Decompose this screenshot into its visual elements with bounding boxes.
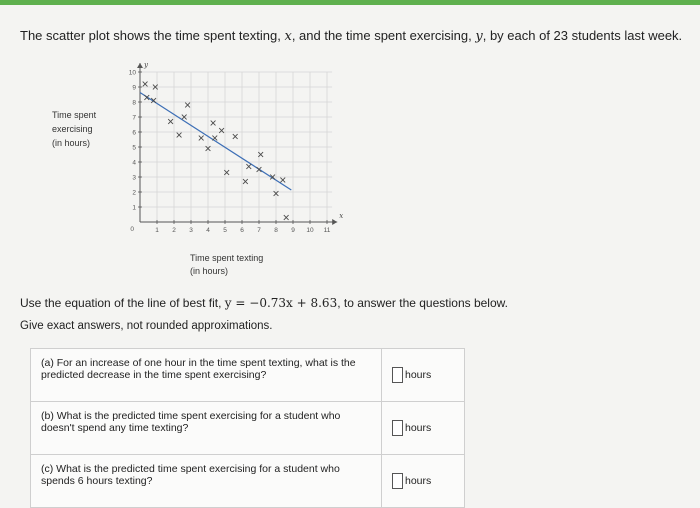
best-fit-equation: y = −0.73x + 8.63 [224,296,338,310]
x-tick-label: 5 [223,227,227,234]
y-tick-label: 8 [132,99,136,107]
x-tick-label: 3 [189,227,193,234]
y-tick-label: 9 [132,84,136,92]
prompt-part-2: , and the time spent exercising, [291,28,476,43]
x-axis-var-label: x [339,212,344,220]
x-tick-label: 8 [274,227,278,234]
x-tick-label: 9 [291,227,295,234]
y-tick-label: 5 [132,144,136,152]
answer-a-unit: hours [405,368,432,381]
answer-b-unit: hours [405,421,432,434]
y-axis-title-line-3: (in hours) [52,138,91,148]
y-tick-label: 6 [132,129,136,137]
x-axis-title-line-2: (in hours) [190,266,229,276]
scatter-plot [0,0,700,250]
equation-text-before: Use the equation of the line of best fit, [20,296,225,310]
answer-b-cell [382,402,465,455]
answer-c-cell [382,455,465,508]
question-b-text: (b) What is the predicted time spent exercising for a student who doesn't spend any time texting? [31,402,382,455]
y-tick-label: 4 [132,159,136,167]
prompt-part-3: , by each of 23 students last week. [482,28,683,43]
x-axis-title-line-1: Time spent texting [190,253,264,263]
x-axis-title [190,252,263,278]
var-y: y [475,29,483,44]
y-tick-label: 2 [132,189,136,197]
answer-c-unit: hours [405,474,432,487]
data-point [177,133,182,138]
prompt-part-1: The scatter plot shows the time spent texting, [20,28,285,43]
data-point [143,82,148,87]
data-point [212,136,217,141]
y-tick-label: 1 [132,204,136,212]
data-point [280,178,285,183]
y-axis-arrow [137,63,143,68]
x-tick-label: 6 [240,227,244,234]
y-tick-label: 7 [132,114,136,122]
y-axis-title-line-2: exercising [52,124,93,134]
answer-a-cell [382,349,465,402]
answer-c-input[interactable] [392,473,403,489]
data-point [243,179,248,184]
answer-b-input[interactable] [392,420,403,436]
y-tick-label: 10 [128,69,136,77]
best-fit-line [140,93,291,190]
x-tick-label: 2 [172,227,176,234]
x-axis-arrow [332,219,337,225]
questions-table [30,348,465,508]
x-tick-label: 4 [206,227,210,234]
data-point [168,119,173,124]
question-c-text: (c) What is the predicted time spent exercising for a student who spends 6 hours texting? [31,455,382,508]
y-axis-title [52,108,96,150]
y-axis-var-label: y [144,61,148,69]
equation-instruction [20,296,508,310]
origin-label: 0 [130,226,134,233]
y-axis-title-line-1: Time spent [52,110,97,120]
answer-a-input[interactable] [392,367,403,383]
data-point [284,215,289,220]
question-row-b [31,402,465,455]
x-tick-label: 1 [155,227,159,234]
data-point [211,121,216,126]
data-point [233,134,238,139]
x-tick-label: 11 [323,227,331,234]
y-tick-label: 3 [132,174,136,182]
var-x: x [284,29,292,44]
exact-answer-instruction: Give exact answers, not rounded approximations. [20,320,273,332]
x-tick-label: 10 [306,227,314,234]
data-point [246,164,251,169]
equation-text-after: , to answer the questions below. [337,296,508,310]
data-point [199,136,204,141]
question-a-text: (a) For an increase of one hour in the time spent texting, what is the predicted decrease in the time spent exercising? [31,349,382,402]
x-tick-label: 7 [257,227,261,234]
question-row-c [31,455,465,508]
question-row-a [31,349,465,402]
data-point [185,103,190,108]
